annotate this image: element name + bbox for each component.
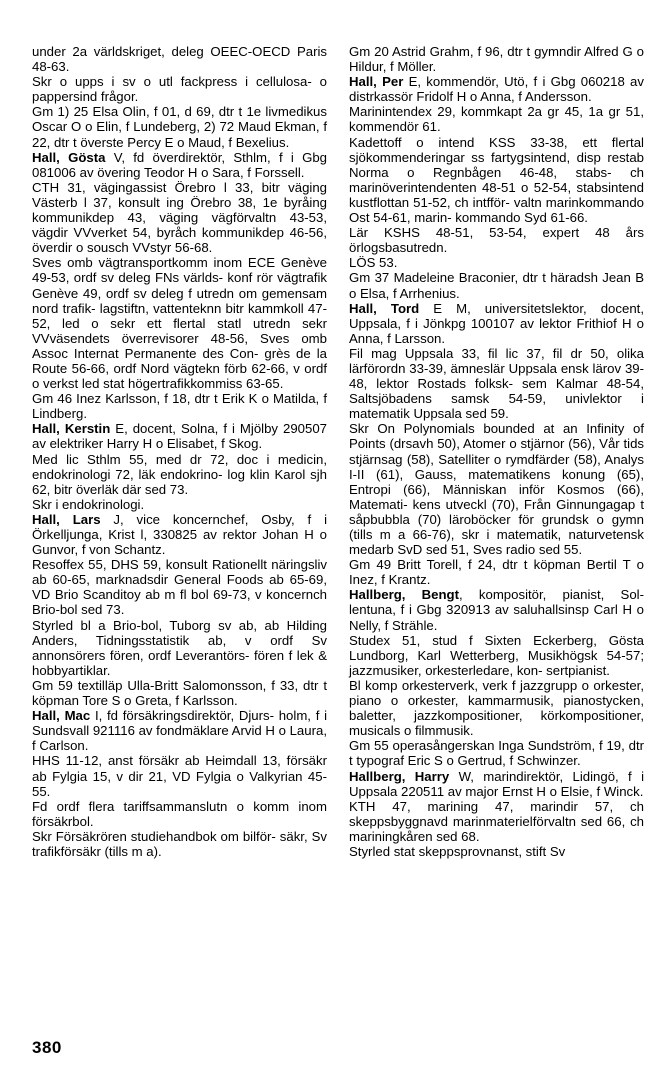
entry-text: Skr o upps i sv o utl fackpress i cellulosa- o pappersind frågor.	[32, 74, 327, 105]
text-paragraph	[349, 74, 644, 104]
entry-text: Styrled bl a Brio-bol, Tuborg sv ab, ab Hilding Anders, Tidningsstatistik ab, v ordf Sv annonsörers fören, ordf Leverantörs- fören f lek & hobbyartiklar.	[32, 617, 327, 678]
entry-name: Hall, Gösta	[32, 149, 106, 165]
entry-name: Hall, Per	[349, 74, 404, 90]
entry-text: Skr On Polynomials bounded at an Infinity of Points (drsavh 50), Atomer o stjärnor (56), Vår tids stjärnsag (58), Satelliter o rymdfärder (58), Analys I-II (61), Gauss, matematikens konung (65), Entropi (66), Människan inför Kosmos (66), Matemati- kens utveckl (70), Från Ginnungagap t såpbubbla (70) läroböcker för grundsk o gymn (tills m a 66-76), skr i matematik, naturvetensk medarb SvD sed 51, Sves radio sed 55.	[349, 421, 644, 558]
text-paragraph	[349, 104, 644, 134]
entry-name: Hall, Kerstin	[32, 421, 111, 437]
text-paragraph	[32, 753, 327, 798]
text-paragraph	[349, 301, 644, 346]
page-number: 380	[32, 1038, 62, 1057]
text-paragraph	[32, 255, 327, 391]
entry-name: Hall, Tord	[349, 300, 420, 316]
entry-text: Styrled stat skeppsprovnanst, stift Sv	[349, 843, 566, 859]
text-paragraph	[32, 421, 327, 451]
entry-text: I, fd försäkringsdirektör, Djurs- holm, f i Sundsvall 921116 av fondmäklare Arvid H o Laura, f Carlson.	[32, 708, 328, 754]
entry-text: Med lic Sthlm 55, med dr 72, doc i medicin, endokrinologi 72, läk endokrino- log klin Karol sjh 62, bitr överläk där sed 73.	[32, 451, 327, 497]
entry-text: CTH 31, vägingassist Örebro l 33, bitr väging Västerb l 37, konsult ing Örebro 38, 1e byråing kommunikdep 43, väging vägförvaltn 43-53, vägdir VVverket 54, byråch kommunikdep 46-56, överdir o sousch VVstyr 56-68.	[32, 179, 327, 256]
text-paragraph	[349, 225, 644, 255]
text-paragraph	[32, 618, 327, 678]
left-text-column	[32, 44, 327, 1004]
text-paragraph	[349, 678, 644, 738]
entry-text: Lär KSHS 48-51, 53-54, expert 48 års örlogsbasutredn.	[349, 225, 644, 256]
entry-text: Gm 1) 25 Elsa Olin, f 01, d 69, dtr t 1e livmedikus Oscar O o Elin, f Lundeberg, 2) 72 Maud Ekman, f 22, dtr t överste Percy E o Maud, f Bexelius.	[32, 104, 327, 150]
text-paragraph	[32, 708, 327, 753]
text-paragraph	[349, 738, 644, 768]
entry-text: J, vice koncernchef, Osby, f i Örkelljunga, Krist l, 330825 av rektor Johan H o Gunvor, f von Schantz.	[32, 511, 327, 558]
entry-text: Gm 37 Madeleine Braconier, dtr t häradsh Jean B o Elsa, f Arrhenius.	[349, 270, 644, 301]
text-paragraph	[32, 452, 327, 497]
entry-text: under 2a världskriget, deleg OEEC-OECD Paris 48-63.	[32, 44, 327, 75]
text-paragraph	[349, 844, 644, 859]
entry-text: Studex 51, stud f Sixten Eckerberg, Gösta Lundborg, Karl Wetterberg, Musikhögsk 54-57; jazzmusiker, orkesterledare, kon- sertpianist.	[349, 632, 644, 678]
entry-name: Hallberg, Bengt	[349, 587, 460, 603]
entry-text: Sves omb vägtransportkomm inom ECE Genève 49-53, ordf sv deleg FNs världs- konf rör vägtrafik Genève 49, ordf sv deleg f utredn om gemensam nord trafik- lagstiftn, vattenteknn bitr kammkoll 47-52, led o sekr ett flertal statl utredn sekr VVväsendets överrevisorer 48-56, Sves omb Assoc Internat Permanente des Con- grès de la Route 56-66, ordf Nord vägtekn förb 62-66, v ordf o verkst led stat högertrafikkommiss 63-65.	[32, 255, 327, 392]
entry-text: Gm 55 operasångerskan Inga Sundström, f 19, dtr t typograf Eric S o Gertrud, f Schwinzer.	[349, 738, 644, 769]
entry-text: E, docent, Solna, f i Mjölby 290507 av elektriker Harry H o Elisabet, f Skog.	[32, 421, 328, 452]
entry-text: Gm 46 Inez Karlsson, f 18, dtr t Erik K o Matilda, f Lindberg.	[32, 391, 327, 422]
text-paragraph	[349, 769, 644, 799]
entry-text: KTH 47, marining 47, marindir 57, ch skeppsbyggnavd marinmaterielförvaltn sed 66, ch mariningkåren sed 68.	[349, 798, 644, 844]
entry-text: Skr i endokrinologi.	[32, 496, 145, 512]
entry-text: Skr Försäkrören studiehandbok om bilför- säkr, Sv trafikförsäkr (tills m a).	[32, 828, 327, 859]
entry-text: Resoffex 55, DHS 59, konsult Rationellt näringsliv ab 60-65, marknadsdir General Foods ab 65-69, VD Brio Scanditoy ab m fl bol 69-73, v koncernch Brio-bol sed 73.	[32, 557, 327, 618]
text-paragraph	[32, 44, 327, 74]
text-paragraph	[32, 74, 327, 104]
entry-name: Hall, Lars	[32, 511, 101, 527]
entry-text: W, marindirektör, Lidingö, f i Uppsala 220511 av major Ernst H o Elsie, f Winck.	[349, 768, 644, 799]
text-paragraph	[32, 180, 327, 255]
entry-text: V, fd överdirektör, Sthlm, f i Gbg 081006 av övering Teodor H o Sara, f Forssell.	[32, 149, 327, 180]
text-paragraph	[349, 587, 644, 632]
entry-text: Kadettoff o intend KSS 33-38, ett flertal sjökommenderingar ss fartygsintend, disp restab Norma o Regnbågen 46-48, stabs- ch marinöverintendenten 48-51 o 52-54, stabsintend kustflottan 51-52, ch intfför- valtn marinkommando Ost 54-61, marin- kommando Syd 61-66.	[349, 134, 644, 226]
entry-text: E M, universitetslektor, docent, Uppsala, f i Jönkpg 100107 av lektor Frithiof H o Anna, f Larsson.	[349, 300, 644, 346]
text-paragraph	[32, 557, 327, 617]
entry-text: Gm 20 Astrid Grahm, f 96, dtr t gymndir Alfred G o Hildur, f Möller.	[349, 44, 644, 75]
text-paragraph	[349, 421, 644, 557]
text-paragraph	[349, 346, 644, 421]
two-column-body	[32, 44, 644, 1004]
entry-text: Marinintendex 29, kommkapt 2a gr 45, 1a gr 51, kommendör 61.	[349, 104, 644, 135]
text-paragraph	[32, 678, 327, 708]
entry-text: Fil mag Uppsala 33, fil lic 37, fil dr 50, olika lärförordn 33-39, ämneslär Uppsala ensk lärov 39-48, lektor Rostads folksk- sem Kalmar 48-54, Saltsjöbadens samsk 54-59, univlektor i matematik Uppsala sed 59.	[349, 345, 644, 422]
text-paragraph	[349, 633, 644, 678]
entry-text: Bl komp orkesterverk, verk f jazzgrupp o orkester, piano o orkester, kammarmusik, pianostycken, baletter, jazzkompositioner, körkompositioner, musicals o filmmusik.	[349, 677, 644, 739]
text-paragraph	[349, 799, 644, 844]
text-paragraph	[349, 255, 644, 270]
entry-text: LÖS 53.	[349, 255, 398, 271]
text-paragraph	[349, 135, 644, 226]
entry-text: E, kommendör, Utö, f i Gbg 060218 av distrkassör Fridolf H o Anna, f Andersson.	[349, 74, 644, 105]
text-paragraph	[349, 44, 644, 74]
text-paragraph	[349, 557, 644, 587]
entry-text: Gm 59 textilläp Ulla-Britt Salomonsson, f 33, dtr t köpman Tore S o Greta, f Karlsson.	[32, 677, 327, 709]
entry-text: HHS 11-12, anst försäkr ab Heimdall 13, försäkr ab Fylgia 15, v dir 21, VD Fylgia o Valkyrian 45-55.	[32, 753, 327, 799]
text-paragraph	[32, 497, 327, 512]
right-text-column	[349, 44, 644, 1004]
entry-text: Fd ordf flera tariffsammanslutn o komm inom försäkrbol.	[32, 798, 327, 829]
entry-text: , kompositör, pianist, Sol- lentuna, f i Gbg 320913 av saluhallsinsp Carl H o Nelly, f Strähle.	[349, 587, 645, 633]
entry-name: Hall, Mac	[32, 708, 91, 724]
entry-name: Hallberg, Harry	[349, 768, 450, 784]
text-paragraph	[32, 150, 327, 180]
text-paragraph	[32, 829, 327, 859]
text-paragraph	[32, 799, 327, 829]
text-paragraph	[32, 391, 327, 421]
text-paragraph	[349, 270, 644, 300]
entry-text: Gm 49 Britt Torell, f 24, dtr t köpman Bertil T o Inez, f Krantz.	[349, 557, 644, 588]
text-paragraph	[32, 104, 327, 149]
text-paragraph	[32, 512, 327, 557]
